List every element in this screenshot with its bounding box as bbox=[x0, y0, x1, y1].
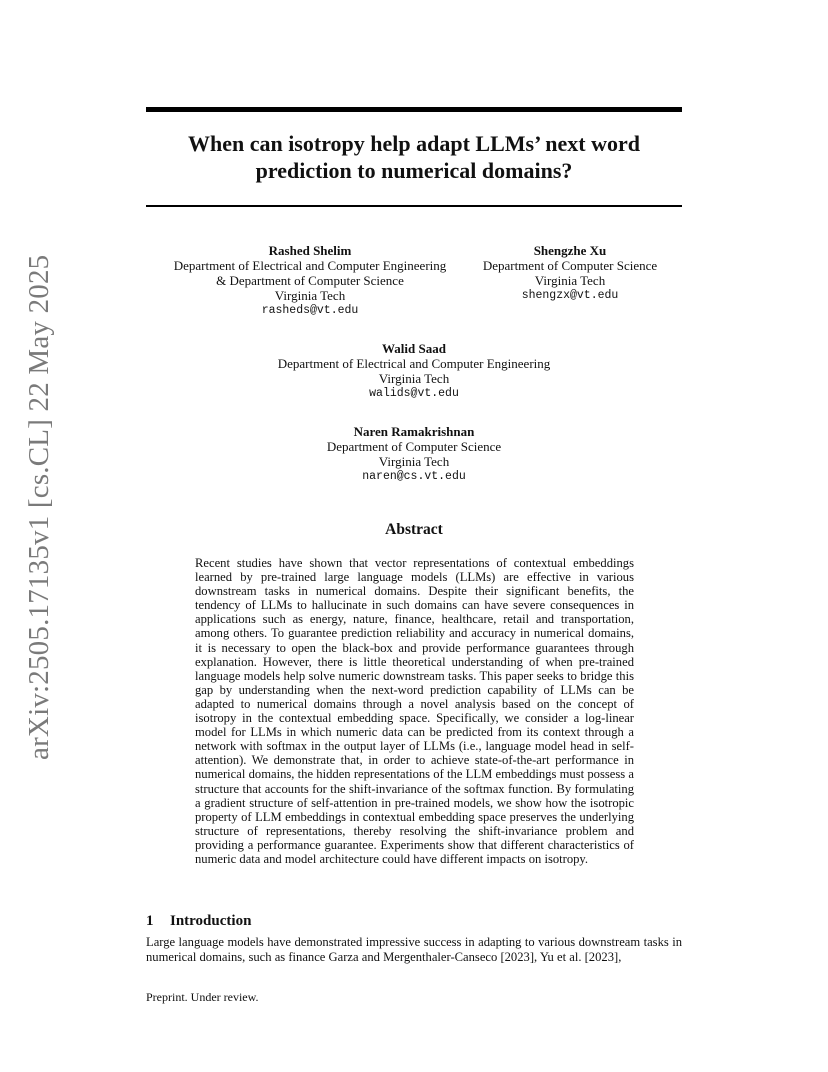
paper-title: When can isotropy help adapt LLMs’ next word prediction to numerical domains? bbox=[187, 131, 641, 183]
section-title: Introduction bbox=[170, 913, 252, 929]
author-affiliation-line: Virginia Tech bbox=[534, 273, 606, 288]
introduction-text: Large language models have demonstrated impressive success in adapting to various downstream tasks in numerical domains, such as finance Garza and Mergenthaler-Canseco [2023], Yu et al. [2023], bbox=[146, 935, 682, 964]
author-name: Shengzhe Xu bbox=[533, 243, 607, 258]
abstract-heading: Abstract bbox=[385, 521, 443, 538]
arxiv-identifier-stamp: arXiv:2505.17135v1 [cs.CL] 22 May 2025 bbox=[23, 254, 55, 760]
author-block bbox=[214, 424, 614, 484]
author-affiliation-line: Virginia Tech bbox=[378, 454, 450, 469]
author-affiliation-line: Department of Electrical and Computer Engineering bbox=[173, 258, 447, 273]
author-email: shengzx@vt.edu bbox=[521, 289, 619, 302]
section-heading bbox=[146, 913, 682, 930]
author-email: rasheds@vt.edu bbox=[261, 304, 359, 317]
author-affiliation-line: Department of Computer Science bbox=[482, 258, 658, 273]
author-email: walids@vt.edu bbox=[369, 387, 459, 400]
abstract-text: Recent studies have shown that vector representations of contextual embeddings learned by pre-trained large language models (LLMs) are effective in various downstream tasks in numerical domains. Despite their significant benefits, the tendency of LLMs to hallucinate in such domains can have severe consequences in applications such as energy, nature, finance, healthcare, retail and transportation, among others. To guarantee prediction reliability and accuracy in numerical domains, it is necessary to open the black-box and provide performance guarantees through explanation. However, there is little theoretical understanding of when pre-trained language models help solve numeric downstream tasks. This paper seeks to bridge this gap by understanding when the next-word prediction capability of LLMs can be adapted to numerical domains through a novel analysis based on the concept of isotropy in the contextual embedding space. Specifically, we consider a log-linear model for LLMs in which numeric data can be predicted from its context through a network with softmax in the output layer of LLMs (i.e., language model head in self-attention). We demonstrate that, in order to achieve state-of-the-art performance in numerical domains, the hidden representations of the LLM embeddings must possess a structure that accounts for the shift-invariance of the softmax function. By formulating a gradient structure of self-attention in pre-trained models, we show how the isotropic property of LLM embeddings in contextual embedding space preserves the underlying structure of representations, thereby resolving the shift-invariance problem and providing a performance guarantee. Experiments show that different characteristics of numeric data and model architecture could have different impacts on isotropy. bbox=[195, 556, 634, 866]
author-affiliation-line: Department of Electrical and Computer Engineering bbox=[277, 356, 551, 371]
title-top-rule bbox=[146, 107, 682, 112]
author-affiliation-line: Virginia Tech bbox=[274, 288, 346, 303]
author-block bbox=[214, 341, 614, 401]
author-name: Rashed Shelim bbox=[268, 243, 352, 258]
author-affiliation-line: & Department of Computer Science bbox=[216, 273, 404, 288]
author-affiliation-line: Department of Computer Science bbox=[326, 439, 502, 454]
section-number: 1 bbox=[146, 913, 154, 929]
author-email: naren@cs.vt.edu bbox=[362, 470, 466, 483]
page-footer: Preprint. Under review. bbox=[146, 990, 259, 1004]
author-affiliation-line: Virginia Tech bbox=[378, 371, 450, 386]
author-name: Walid Saad bbox=[382, 341, 446, 356]
author-block bbox=[160, 243, 460, 318]
title-bottom-rule bbox=[146, 205, 682, 207]
author-block bbox=[470, 243, 670, 303]
author-name: Naren Ramakrishnan bbox=[353, 424, 475, 439]
